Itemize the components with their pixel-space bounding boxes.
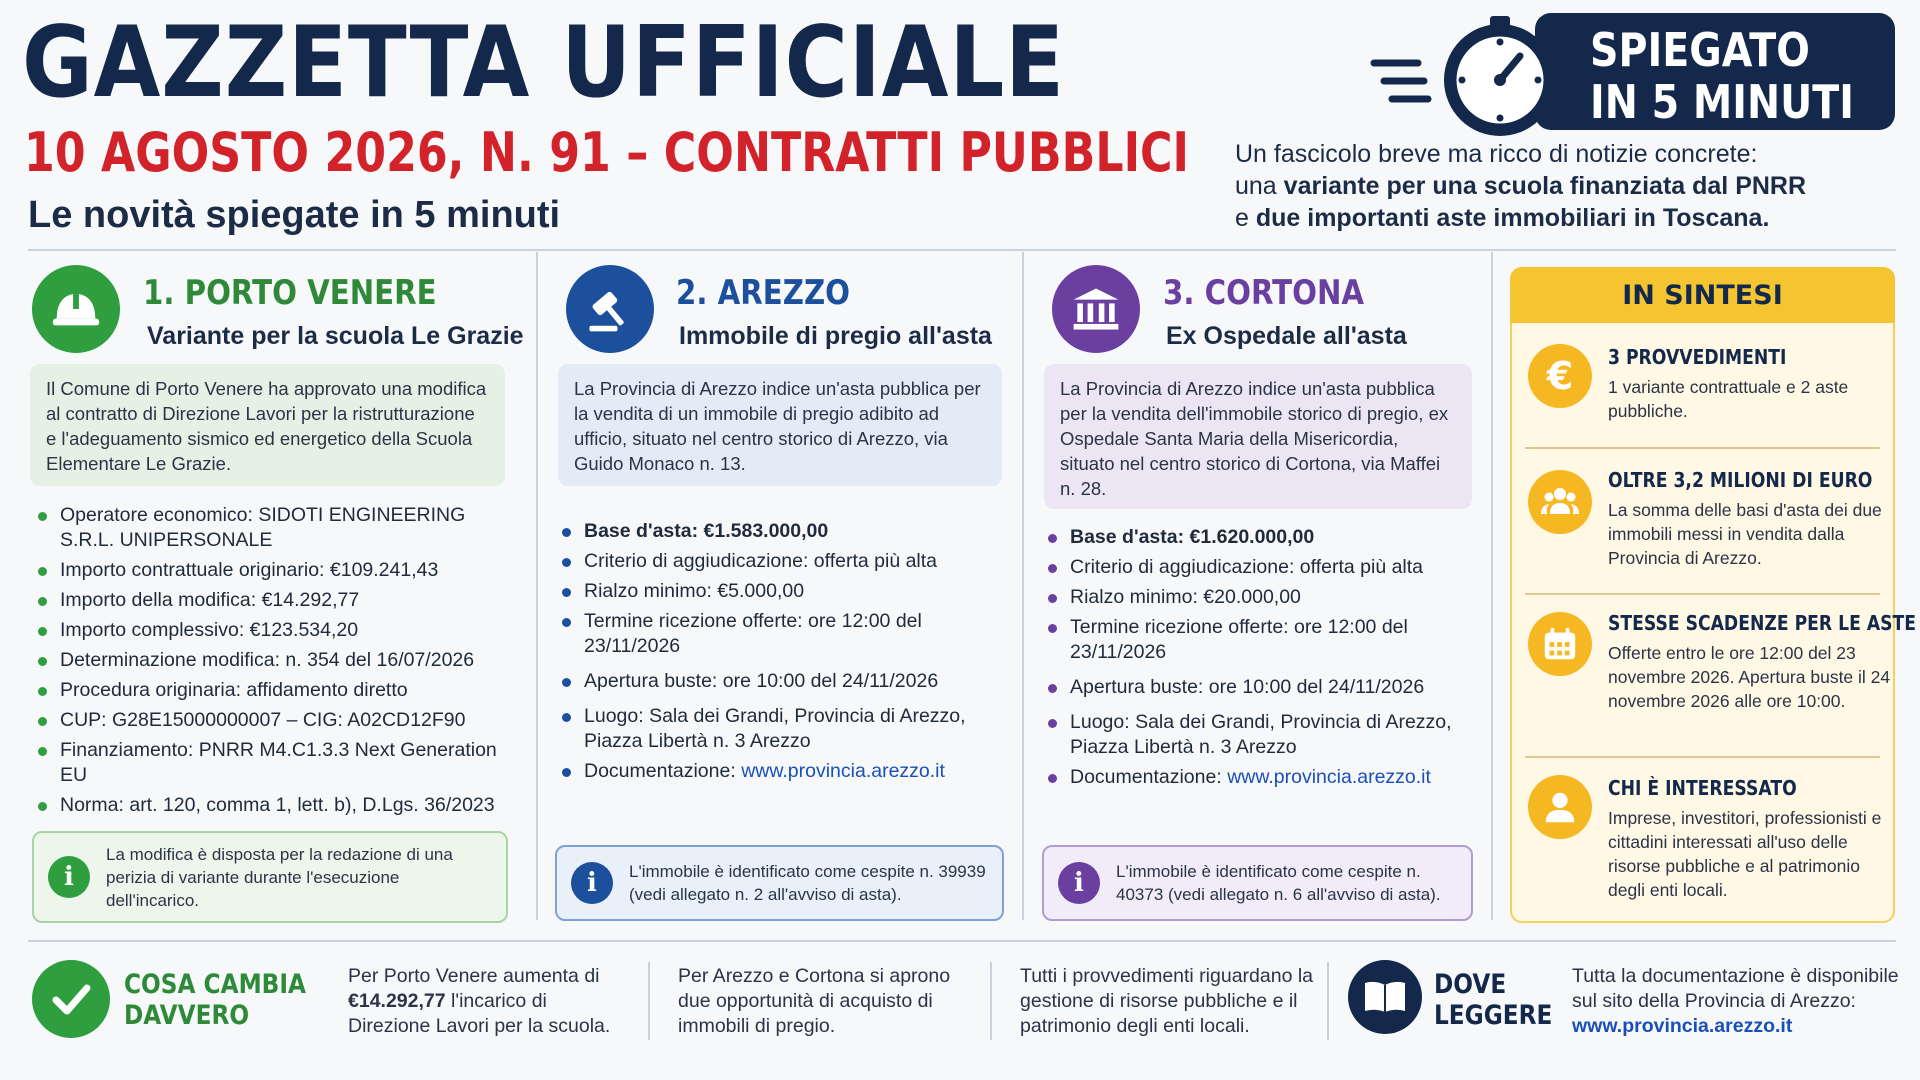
summary-heading: IN SINTESI [1510,267,1895,323]
info-icon: i [571,862,613,904]
intro-line-3-pre: e [1235,204,1256,232]
porto-venere-subtitle: Variante per la scuola Le Grazie [147,322,524,350]
list-item: Norma: art. 120, comma 1, lett. b), D.Lgs. 36/2023 [32,793,512,818]
porto-venere-note [32,831,508,923]
arezzo-description: La Provincia di Arezzo indice un'asta pubblica per la vendita di un immobile di pregio adibito ad ufficio, situato nel centro storico di Arezzo, via Guido Monaco n. 13. [558,364,1002,486]
page-title: GAZZETTA UFFICIALE [22,6,1065,120]
summary-item-title: OLTRE 3,2 MILIONI DI EURO [1608,468,1873,492]
badge-line-1: SPIEGATO [1590,23,1810,77]
intro-line-2 [1235,170,1875,202]
what-changes-line-1: COSA CAMBIA [124,969,306,1000]
bullet-value-bold: €1.620.000,00 [1189,526,1315,548]
note-text: L'immobile è identificato come cespite n. 39939 (vedi allegato n. 2 all'avviso di asta). [629,862,986,904]
bullet-value: ore 12:00 del 23/11/2026 [1070,616,1408,663]
what-changes-line-2: DAVVERO [124,1000,250,1031]
where-to-read-line-2: LEGGERE [1434,1000,1553,1031]
building-icon [1052,265,1140,353]
bullet-value: €20.000,00 [1203,586,1301,608]
list-item [556,759,1006,784]
what-changes-label [124,969,306,1031]
bullet-label: Rialzo minimo: [584,580,712,602]
euro-icon: € [1528,344,1592,408]
intro-line-2-pre: una [1235,172,1284,200]
porto-venere-details [32,503,512,823]
footer-text-1-post: l'incarico di Direzione Lavori per la scuola. [348,990,611,1037]
bullet-value [704,520,829,542]
bullet-label: Criterio di aggiudicazione: [584,550,809,572]
bullet-label: Documentazione: [584,760,736,782]
intro-line-2-bold: variante per una scuola finanziata dal PNRR [1283,172,1807,200]
cortona-description: La Provincia di Arezzo indice un'asta pubblica per la vendita dell'immobile storico di pregio, ex Ospedale Santa Maria della Misericordia, situato nel centro storico di Cortona, via Maffei n. 28. [1044,364,1472,509]
people-icon [1528,470,1592,534]
list-item [1042,555,1482,580]
bullet-value [1190,526,1315,548]
bullet-label-bold: Base d'asta: [584,520,699,542]
bullet-label: Luogo: [584,705,644,727]
footer-text-1-bold: €14.292,77 [348,990,446,1012]
bullet-label: Apertura buste: [584,670,718,692]
list-item [1042,675,1482,700]
bullet-label [584,520,698,542]
bullet-value: Sala dei Grandi, Provincia di Arezzo, Piazza Libertà n. 3 Arezzo [1070,711,1452,758]
list-item [556,519,1006,544]
list-item: Importo contrattuale originario: €109.241,43 [32,558,512,583]
header-divider [28,249,1896,251]
bullet-value: Sala dei Grandi, Provincia di Arezzo, Piazza Libertà n. 3 Arezzo [584,705,966,752]
column-divider [1491,252,1493,920]
info-icon: i [1058,862,1100,904]
bullet-label: Termine ricezione offerte: [1070,616,1289,638]
footer-arezzo-cortona: Per Arezzo e Cortona si aprono due opportunità di acquisto di immobili di pregio. [678,965,951,1037]
badge-text [1590,23,1854,129]
summary-item-title: 3 PROVVEDIMENTI [1608,345,1787,369]
porto-venere-title: 1. PORTO VENERE [143,273,437,313]
bullet-value: ore 12:00 del 23/11/2026 [584,610,922,657]
list-item: Importo complessivo: €123.534,20 [32,618,512,643]
list-item: Determinazione modifica: n. 354 del 16/07/2026 [32,648,512,673]
summary-item-title: STESSE SCADENZE PER LE ASTE [1608,611,1917,635]
checkmark-icon [32,960,110,1038]
arezzo-note [555,845,1004,921]
bullet-value: ore 10:00 del 24/11/2026 [1208,676,1425,698]
list-item: Importo della modifica: €14.292,77 [32,588,512,613]
footer-divider [990,962,992,1040]
intro-line-1: Un fascicolo breve ma ricco di notizie concrete: [1235,140,1758,168]
bullet-label: Rialzo minimo: [1070,586,1198,608]
footer-read-text-body: Tutta la documentazione è disponibile sul sito della Provincia di Arezzo: [1572,965,1899,1012]
footer-general: Tutti i provvedimenti riguardano la gestione di risorse pubbliche e il patrimonio degli enti locali. [1020,965,1314,1037]
hardhat-icon [32,265,120,353]
where-to-read-line-1: DOVE [1434,969,1507,1000]
footer-divider [1327,962,1329,1040]
intro-line-3 [1235,202,1875,234]
porto-venere-description: Il Comune di Porto Venere ha approvato una modifica al contratto di Direzione Lavori per la ristrutturazione e l'adeguamento sismico ed energetico della Scuola Elementare Le Grazie. [30,364,505,486]
list-item [556,669,1006,694]
bullet-value: offerta più alta [813,550,938,572]
footer-text-1-pre: Per Porto Venere aumenta di [348,965,600,987]
issue-subtitle: 10 AGOSTO 2026, N. 91 – CONTRATTI PUBBLICI [24,121,1190,184]
summary-divider [1525,593,1880,595]
footer-divider [648,962,650,1040]
list-item: Procedura originaria: affidamento diretto [32,678,512,703]
cortona-details [1042,525,1482,795]
list-item: Finanziamento: PNRR M4.C1.3.3 Next Generation EU [32,738,512,788]
summary-divider [1525,447,1880,449]
summary-item-text: Offerte entro le ore 12:00 del 23 novembre 2026. Apertura buste il 24 novembre 2026 alle ore 10:00. [1608,643,1891,711]
bullet-value: ore 10:00 del 24/11/2026 [722,670,939,692]
list-item [556,704,1006,754]
note-text: La modifica è disposta per la redazione di una perizia di variante durante l'esecuzione dell'incarico. [106,844,453,910]
bullet-label: Documentazione: [1070,766,1222,788]
summary-item-title: CHI È INTERESSATO [1608,776,1797,800]
documentation-link[interactable]: www.provincia.arezzo.it [741,760,945,782]
bullet-label-bold: Base d'asta: [1070,526,1185,548]
book-icon [1348,960,1422,1034]
cortona-title: 3. CORTONA [1163,273,1365,313]
stopwatch-icon [1370,8,1570,138]
provincia-arezzo-link[interactable]: www.provincia.arezzo.it [1572,1015,1793,1037]
tagline: Le novità spiegate in 5 minuti [28,194,561,236]
list-item [1042,615,1482,665]
footer-divider [28,940,1896,942]
arezzo-details [556,519,1006,789]
bullet-label: Luogo: [1070,711,1130,733]
arezzo-subtitle: Immobile di pregio all'asta [679,322,992,350]
list-item [556,609,1006,659]
summary-divider [1525,756,1880,758]
list-item [1042,585,1482,610]
summary-item-text: La somma delle basi d'asta dei due immobili messi in vendita dalla Provincia di Arezzo. [1608,500,1882,568]
bullet-label: Apertura buste: [1070,676,1204,698]
calendar-icon [1528,612,1592,676]
note-text: L'immobile è identificato come cespite n. 40373 (vedi allegato n. 6 all'avviso di asta). [1116,862,1441,904]
cortona-note [1042,845,1473,921]
list-item [1042,765,1482,790]
footer-porto-venere [348,964,618,1039]
list-item [556,549,1006,574]
where-to-read-label [1434,969,1552,1031]
gavel-icon [566,265,654,353]
bullet-label [1070,526,1184,548]
column-divider [536,252,538,920]
footer-read-text [1572,964,1902,1039]
list-item [556,579,1006,604]
documentation-link[interactable]: www.provincia.arezzo.it [1227,766,1431,788]
list-item [1042,710,1482,760]
arezzo-title: 2. AREZZO [676,273,851,313]
bullet-value: offerta più alta [1299,556,1424,578]
list-item: Operatore economico: SIDOTI ENGINEERING S.R.L. UNIPERSONALE [32,503,512,553]
intro-line-3-bold: due importanti aste immobiliari in Toscana. [1255,204,1770,232]
intro-text [1235,138,1875,234]
person-icon [1528,775,1592,839]
cortona-subtitle: Ex Ospedale all'asta [1166,322,1407,350]
summary-item-text: 1 variante contrattuale e 2 aste pubbliche. [1608,377,1849,421]
badge-line-2: IN 5 MINUTI [1590,75,1854,129]
bullet-value: €5.000,00 [717,580,805,602]
info-icon: i [48,856,90,898]
list-item: CUP: G28E15000000007 – CIG: A02CD12F90 [32,708,512,733]
summary-item-text: Imprese, investitori, professionisti e cittadini interessati all'uso delle risorse pubbliche e al patrimonio degli enti locali. [1608,808,1882,900]
bullet-label: Termine ricezione offerte: [584,610,803,632]
bullet-value-bold: €1.583.000,00 [703,520,829,542]
bullet-label: Criterio di aggiudicazione: [1070,556,1295,578]
column-divider [1022,252,1024,920]
list-item [1042,525,1482,550]
